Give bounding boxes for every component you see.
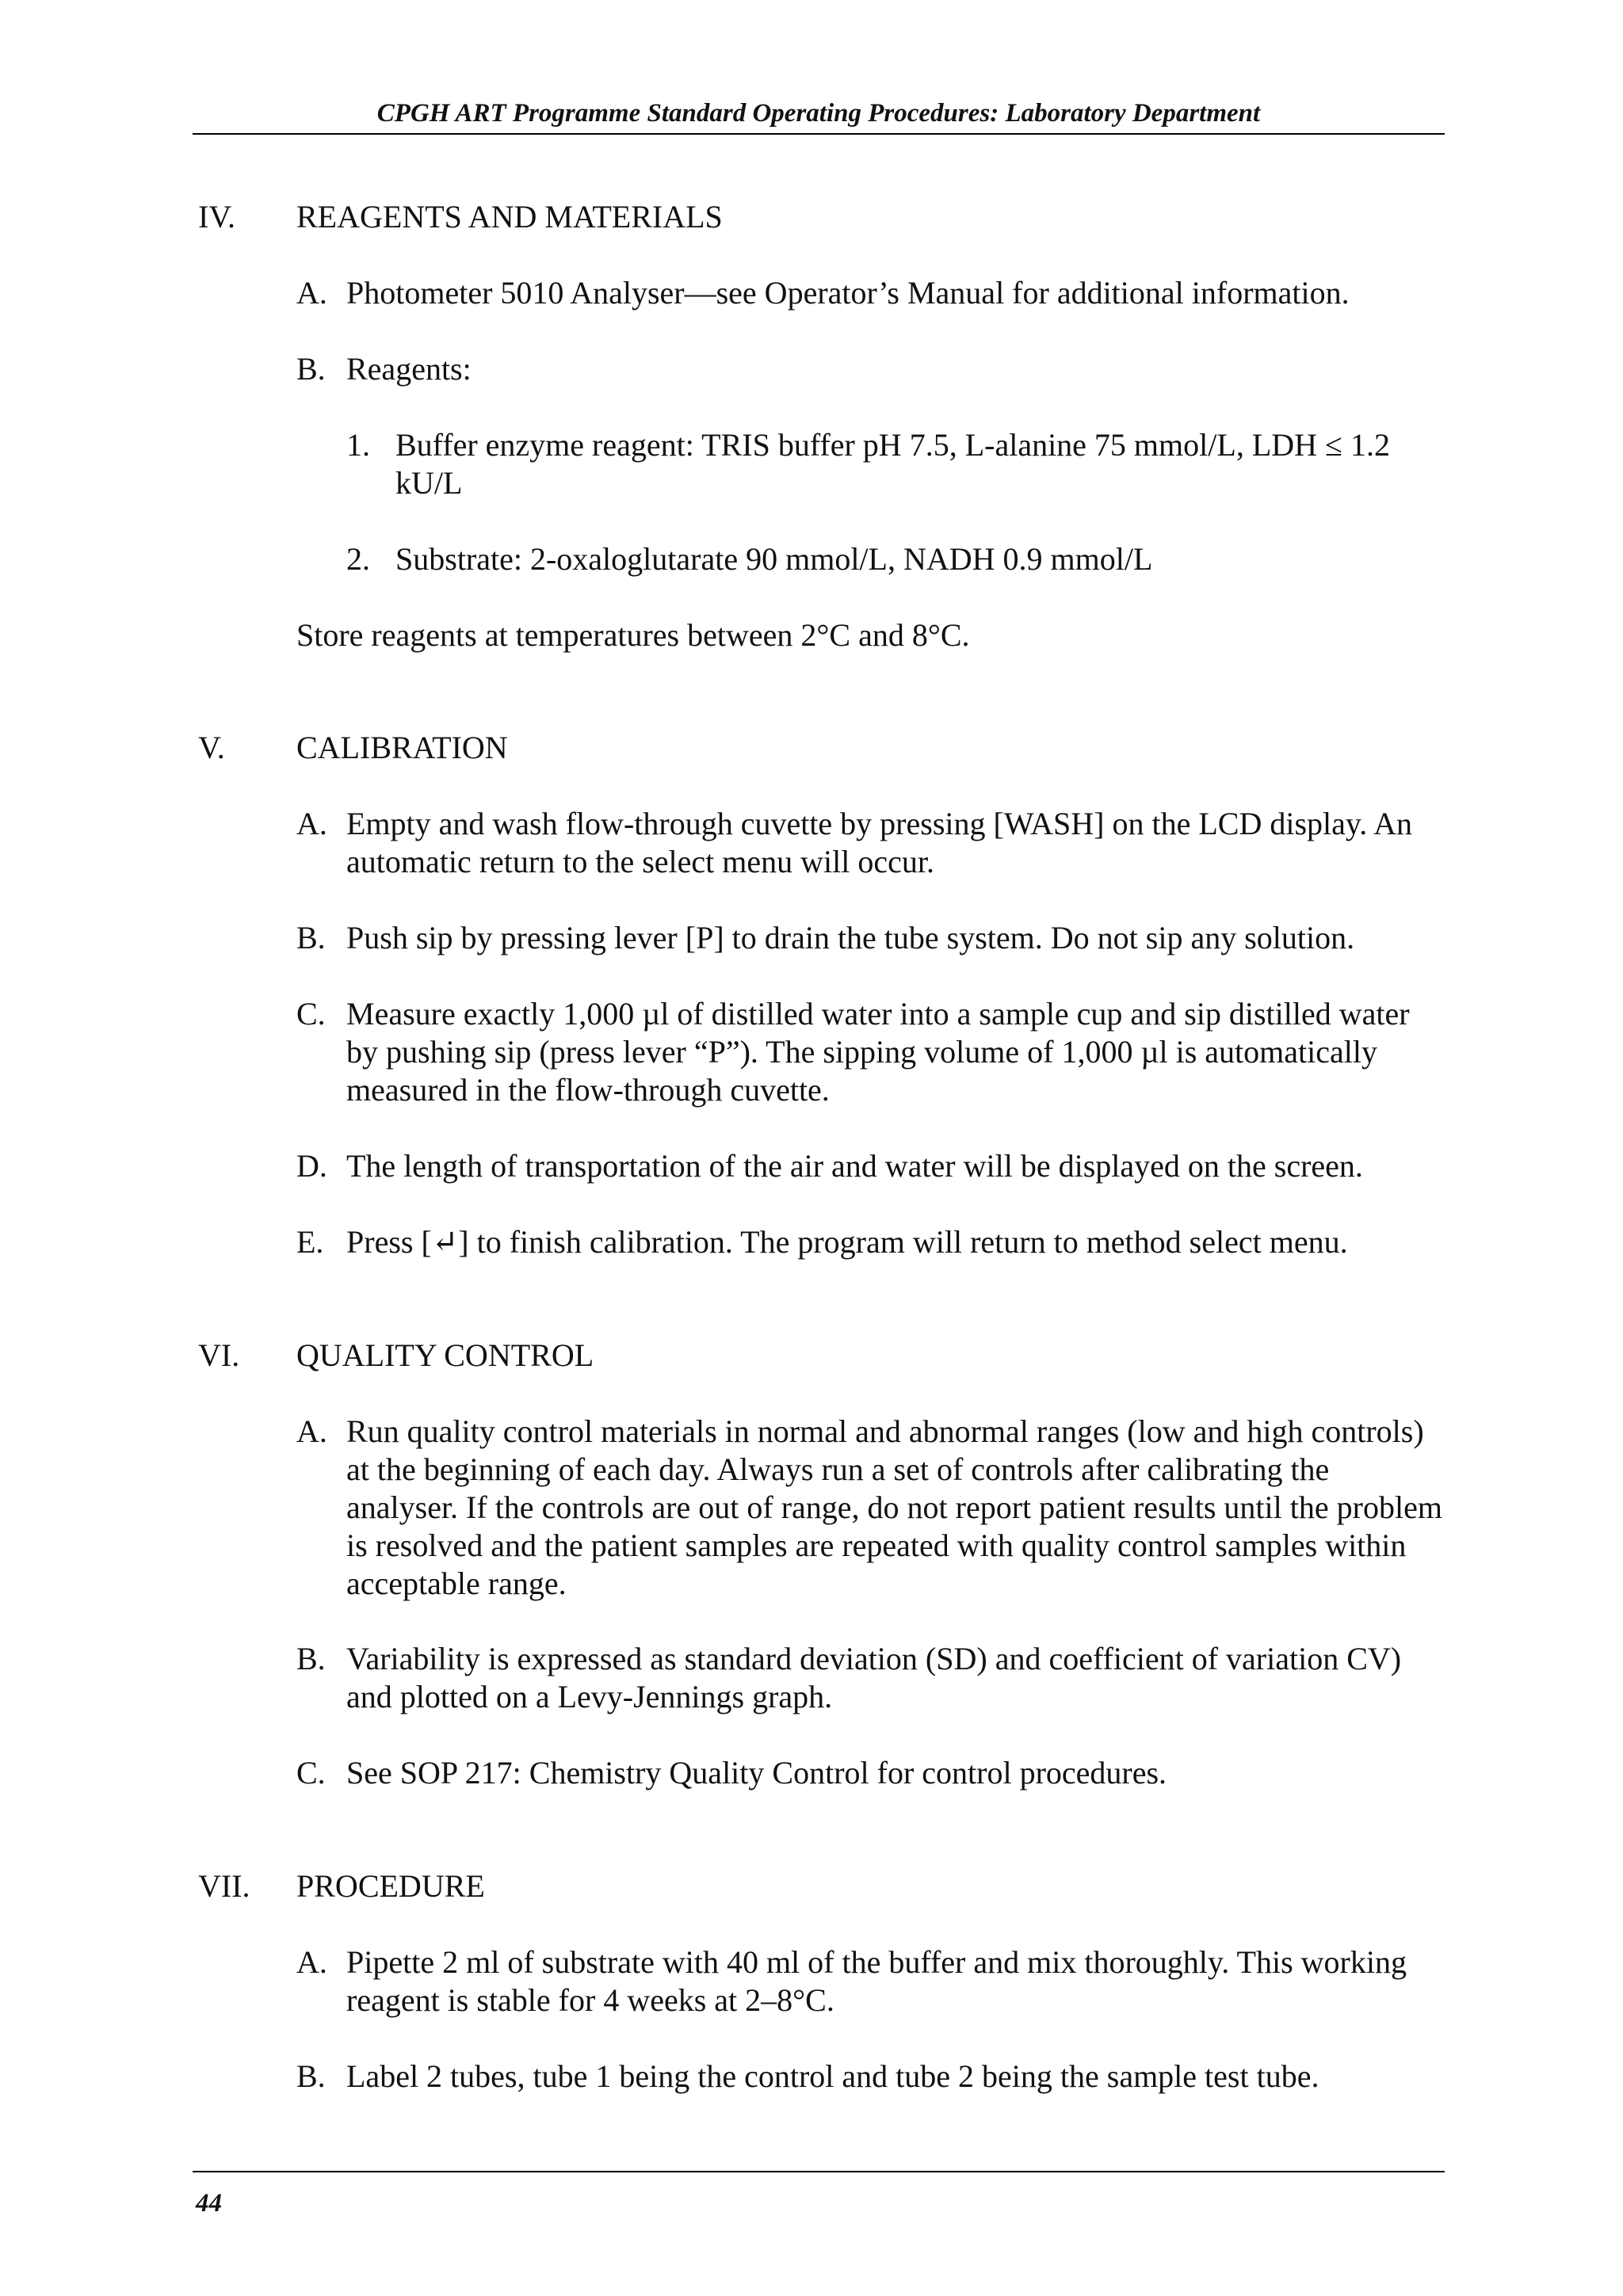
list-item [296,350,1445,388]
item-label: C. [296,1755,326,1791]
sub-item-text: Buffer enzyme reagent: TRIS buffer pH 7.5, L-alanine 75 mmol/L, LDH ≤ 1.2 kU/L [395,427,1390,501]
item-text: Run quality control materials in normal and abnormal ranges (low and high controls) at the beginning of each day. Always run a set of controls after calibrating the analyser. If the controls are out of range, do not report patient results until the problem is resolved and the patient samples are repeated with quality control samples within acceptable range. [346,1413,1442,1601]
storage-note: Store reagents at temperatures between 2°C and 8°C. [296,617,970,653]
item-label: A. [296,275,327,311]
list-item [296,2058,1445,2096]
item-label: B. [296,2058,326,2094]
sub-item-text: Substrate: 2-oxaloglutarate 90 mmol/L, NADH 0.9 mmol/L [395,541,1153,577]
item-text: Press [↵] to finish calibration. The program will return to method select menu. [346,1224,1348,1260]
item-text: Empty and wash flow-through cuvette by pressing [WASH] on the LCD display. An automatic return to the select menu will occur. [346,806,1412,879]
item-label: D. [296,1148,327,1184]
page-number: 44 [196,2189,222,2218]
section-numeral: V. [198,730,225,765]
item-label: A. [296,1944,327,1980]
list-item [296,1754,1445,1792]
section-numeral: IV. [198,199,236,235]
header-rule [193,133,1445,135]
item-text: Variability is expressed as standard deviation (SD) and coefficient of variation CV) and plotted on a Levy-Jennings graph. [346,1641,1402,1714]
list-item [296,1147,1445,1185]
list-item [296,1223,1445,1261]
section-title: PROCEDURE [296,1868,485,1904]
list-item [296,274,1445,312]
item-text: Pipette 2 ml of substrate with 40 ml of the buffer and mix thoroughly. This working reagent is stable for 4 weeks at 2–8°C. [346,1944,1407,2018]
section-title: REAGENTS AND MATERIALS [296,199,723,235]
item-text: The length of transportation of the air and water will be displayed on the screen. [346,1148,1363,1184]
item-label: B. [296,1641,326,1676]
item-label: B. [296,351,326,387]
list-item [296,1413,1445,1603]
item-text: Measure exactly 1,000 µl of distilled water into a sample cup and sip distilled water by pushing sip (press lever “P”). The sipping volume of 1,000 µl is automatically measured in the flow-through cuvette. [346,996,1410,1108]
item-label: A. [296,806,327,841]
sub-list-item [346,540,1448,578]
footer-rule [193,2171,1445,2172]
section-title: CALIBRATION [296,730,508,765]
item-label: E. [296,1224,324,1260]
sub-list-item [346,426,1448,502]
section-numeral: VI. [198,1337,240,1373]
list-item [296,919,1445,957]
item-text: Label 2 tubes, tube 1 being the control and tube 2 being the sample test tube. [346,2058,1319,2094]
running-header: CPGH ART Programme Standard Operating Procedures: Laboratory Department [376,99,1261,128]
item-text: Push sip by pressing lever [P] to drain the tube system. Do not sip any solution. [346,920,1355,955]
item-text: See SOP 217: Chemistry Quality Control for control procedures. [346,1755,1167,1791]
list-item [296,1640,1445,1716]
item-label: B. [296,920,326,955]
section-title: QUALITY CONTROL [296,1337,594,1373]
section-numeral: VII. [198,1868,250,1904]
item-label: A. [296,1413,327,1449]
list-item [296,805,1445,881]
item-label: C. [296,996,326,1032]
list-item [296,1943,1445,2019]
sub-item-label: 1. [346,427,370,463]
sub-item-label: 2. [346,541,370,577]
item-text: Reagents: [346,351,472,387]
item-text: Photometer 5010 Analyser—see Operator’s Manual for additional information. [346,275,1350,311]
list-item [296,995,1445,1109]
